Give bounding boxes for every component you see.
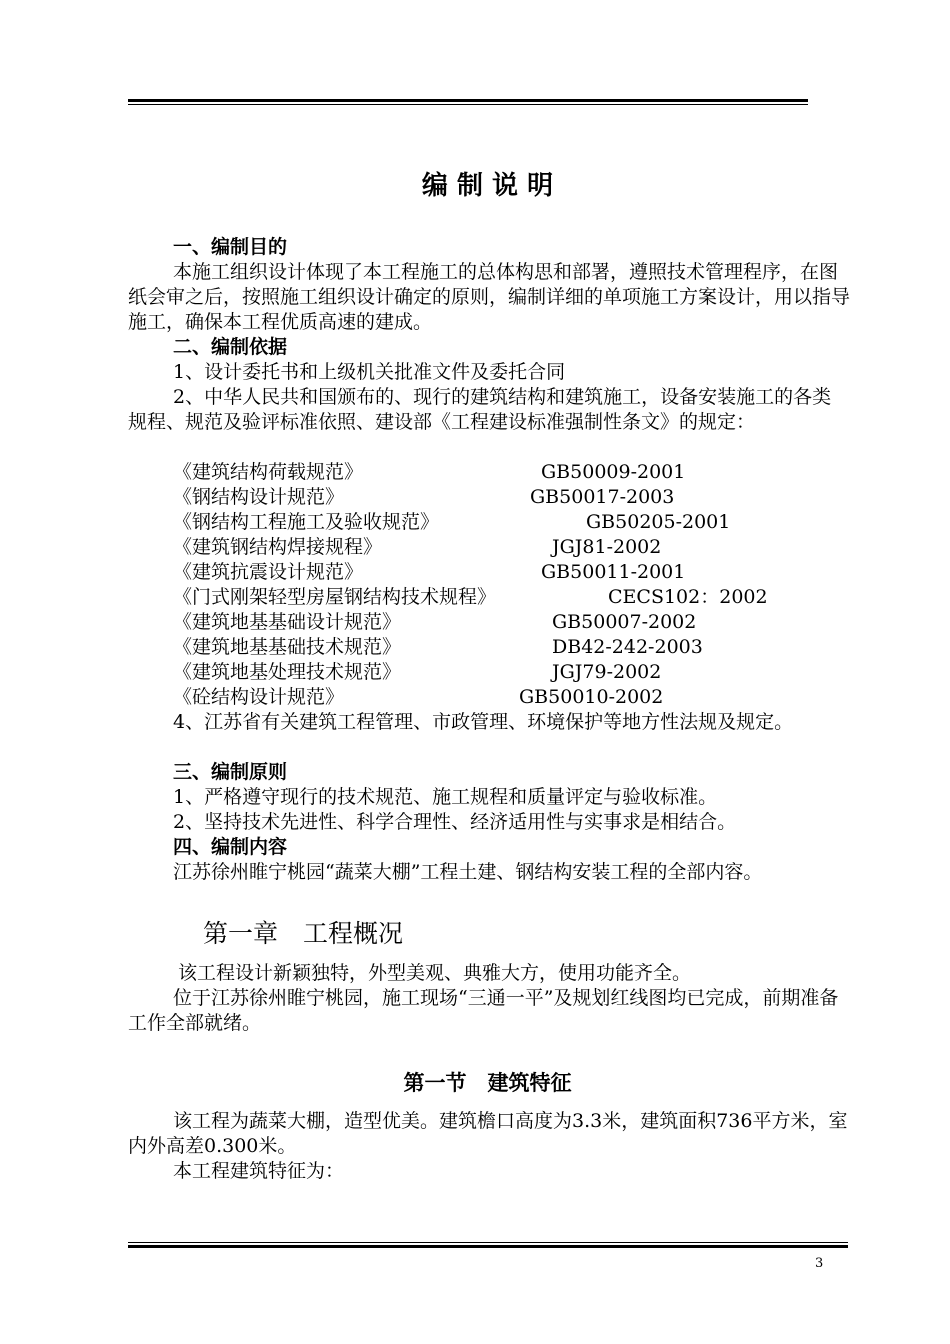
standard-code: GB50007-2002 [552, 611, 697, 633]
standard-code: GB50009-2001 [541, 461, 686, 483]
standard-code: JGJ79-2002 [552, 661, 662, 683]
standard-name: 《建筑地基处理技术规范》 [173, 661, 402, 683]
standard-name: 《钢结构工程施工及验收规范》 [173, 511, 440, 533]
header-rule-thick [128, 99, 808, 102]
standard-name: 《建筑抗震设计规范》 [173, 561, 364, 583]
standard-code: CECS102：2002 [608, 586, 768, 608]
standard-code: DB42-242-2003 [552, 636, 703, 658]
standard-code: GB50010-2002 [519, 686, 664, 708]
footer-rule-thick [128, 1245, 848, 1248]
standard-name: 《砼结构设计规范》 [173, 686, 345, 708]
principles-item-2: 2、坚持技术先进性、科学合理性、经济适用性与实事求是相结合。 [173, 811, 737, 833]
purpose-paragraph: 本施工组织设计体现了本工程施工的总体构思和部署，遵照技术管理程序，在图纸会审之后，按照施工组织设计确定的原则，编制详细的单项施工方案设计，用以指导施工，确保本工程优质高速的建成。 [128, 261, 851, 333]
section-paragraph-2: 本工程建筑特征为： [173, 1160, 345, 1182]
section-heading-content: 四、编制内容 [173, 836, 288, 858]
section-heading-purpose: 一、编制目的 [173, 236, 288, 258]
chapter-paragraph-1: 该工程设计新颖独特，外型美观、典雅大方，使用功能齐全。 [178, 962, 692, 984]
standard-name: 《建筑地基基础技术规范》 [173, 636, 402, 658]
page-number: 3 [815, 1256, 824, 1271]
footer-rule-thin [128, 1242, 848, 1243]
basis-item-4: 4、江苏省有关建筑工程管理、市政管理、环境保护等地方性法规及规定。 [173, 711, 794, 733]
standard-name: 《钢结构设计规范》 [173, 486, 345, 508]
chapter-paragraph-2: 位于江苏徐州睢宁桃园，施工现场“三通一平”及规划红线图均已完成，前期准备工作全部就绪。 [128, 987, 839, 1034]
basis-item-1: 1、设计委托书和上级机关批准文件及委托合同 [173, 361, 566, 383]
header-rule-thin [128, 104, 808, 105]
standard-name: 《建筑结构荷载规范》 [173, 461, 364, 483]
section-title: 第一节 建筑特征 [403, 1071, 572, 1095]
chapter-title: 第一章 工程概况 [203, 919, 404, 948]
document-title: 编 制 说 明 [421, 171, 554, 201]
standard-name: 《建筑地基基础设计规范》 [173, 611, 402, 633]
standard-code: GB50017-2003 [530, 486, 675, 508]
basis-item-2: 2、中华人民共和国颁布的、现行的建筑结构和建筑施工，设备安装施工的各类规程、规范及验评标准依照、建设部《工程建设标准强制性条文》的规定： [128, 386, 832, 433]
standard-name: 《门式刚架轻型房屋钢结构技术规程》 [173, 586, 497, 608]
principles-item-1: 1、严格遵守现行的技术规范、施工规程和质量评定与验收标准。 [173, 786, 718, 808]
standard-code: JGJ81-2002 [552, 536, 662, 558]
content-paragraph: 江苏徐州睢宁桃园“蔬菜大棚”工程土建、钢结构安装工程的全部内容。 [173, 861, 763, 883]
section-heading-basis: 二、编制依据 [173, 336, 288, 358]
standard-code: GB50205-2001 [586, 511, 731, 533]
standard-name: 《建筑钢结构焊接规程》 [173, 536, 383, 558]
section-paragraph-1: 该工程为蔬菜大棚，造型优美。建筑檐口高度为3.3米，建筑面积736平方米，室内外高差0.300米。 [128, 1110, 848, 1157]
standard-code: GB50011-2001 [541, 561, 686, 583]
section-heading-principles: 三、编制原则 [173, 761, 288, 783]
